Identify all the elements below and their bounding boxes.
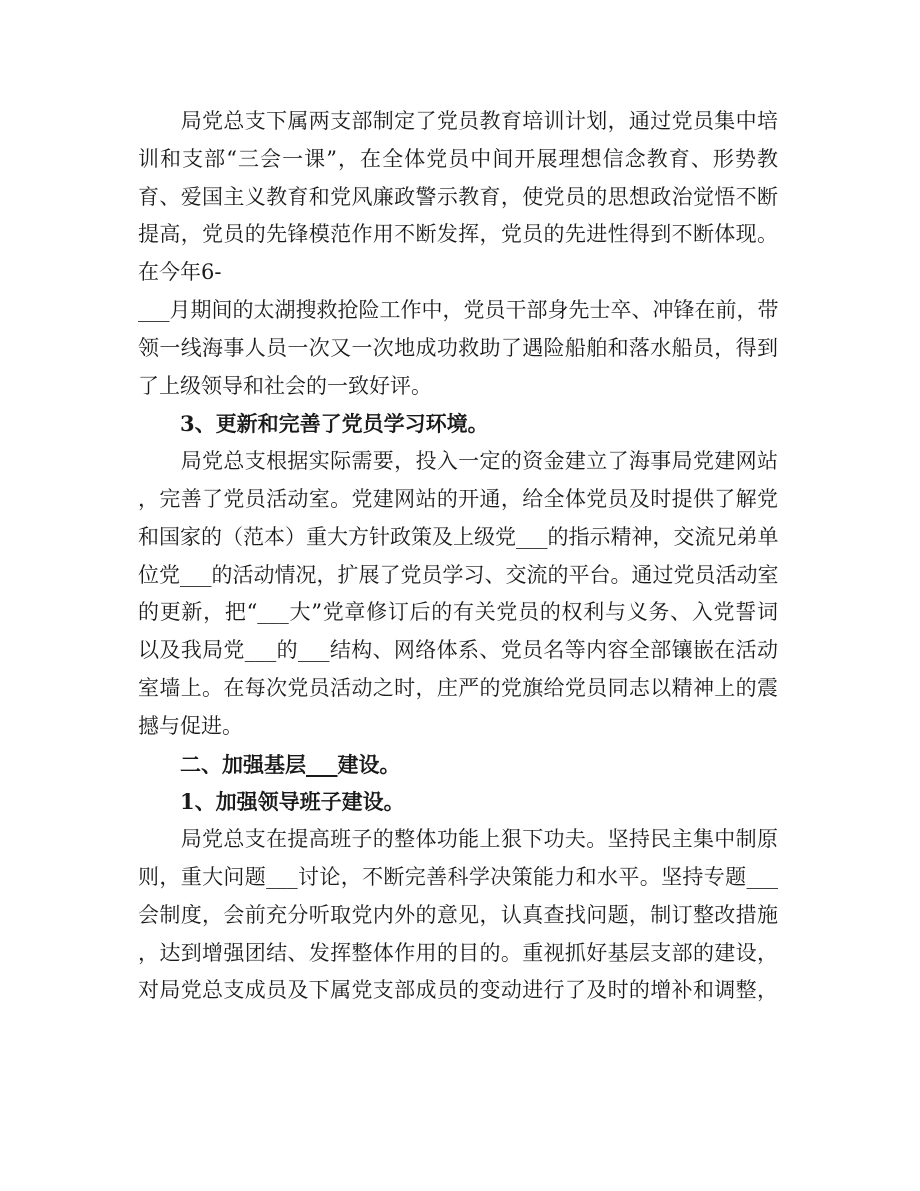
text-line: 了上级领导和社会的一致好评。 xyxy=(138,373,432,398)
text-line: 训和支部“三会一课”，在全体党员中间开展理想信念教育、形势教 xyxy=(138,146,778,171)
text-line: 撼与促进。 xyxy=(138,713,243,738)
text-line: ，达到增强团结、发挥整体作用的目的。重视抓好基层支部的建设， xyxy=(138,940,778,965)
document-page xyxy=(138,103,778,1010)
text-line: 对局党总支成员及下属党支部成员的变动进行了及时的增补和调整， xyxy=(138,978,778,1003)
text-line: 则，重大问题___讨论，不断完善科学决策能力和水平。坚持专题___ xyxy=(138,864,778,889)
text-line: 的更新，把“___大”党章修订后的有关党员的权利与义务、入党誓词 xyxy=(138,600,778,625)
text-line: 局党总支根据实际需要，投入一定的资金建立了海事局党建网站 xyxy=(138,449,778,474)
text-line: 会制度，会前充分听取党内外的意见，认真查找问题，制订整改措施 xyxy=(138,902,778,927)
text-line: 在今年6- xyxy=(138,260,222,285)
text-line: 和国家的（范本）重大方针政策及上级党___的指示精神，交流兄弟单 xyxy=(138,524,779,549)
text-line: ___月期间的太湖搜救抢险工作中，党员干部身先士卒、冲锋在前，带 xyxy=(138,297,779,322)
text-line: 育、爱国主义教育和党风廉政警示教育，使党员的思想政治觉悟不断 xyxy=(138,184,778,209)
section-heading: 3、更新和完善了党员学习环境。 xyxy=(138,411,489,437)
text-line: ，完善了党员活动室。党建网站的开通，给全体党员及时提供了解党 xyxy=(138,486,778,511)
text-line: 局党总支下属两支部制定了党员教育培训计划，通过党员集中培 xyxy=(138,109,778,133)
section-heading: 二、加强基层___建设。 xyxy=(138,751,401,777)
text-line: 以及我局党___的___结构、网络体系、党员名等内容全部镶嵌在活动 xyxy=(138,638,778,663)
text-line: 领一线海事人员一次又一次地成功救助了遇险船舶和落水船员，得到 xyxy=(138,335,778,360)
section-heading: 1、加强领导班子建设。 xyxy=(138,789,405,815)
text-line: 室墙上。在每次党员活动之时，庄严的党旗给党员同志以精神上的震 xyxy=(138,675,778,700)
text-line: 提高，党员的先锋模范作用不断发挥，党员的先进性得到不断体现。 xyxy=(138,222,778,247)
text-line: 局党总支在提高班子的整体功能上狠下功夫。坚持民主集中制原 xyxy=(138,827,778,852)
text-line: 位党___的活动情况，扩展了党员学习、交流的平台。通过党员活动室 xyxy=(138,562,779,587)
